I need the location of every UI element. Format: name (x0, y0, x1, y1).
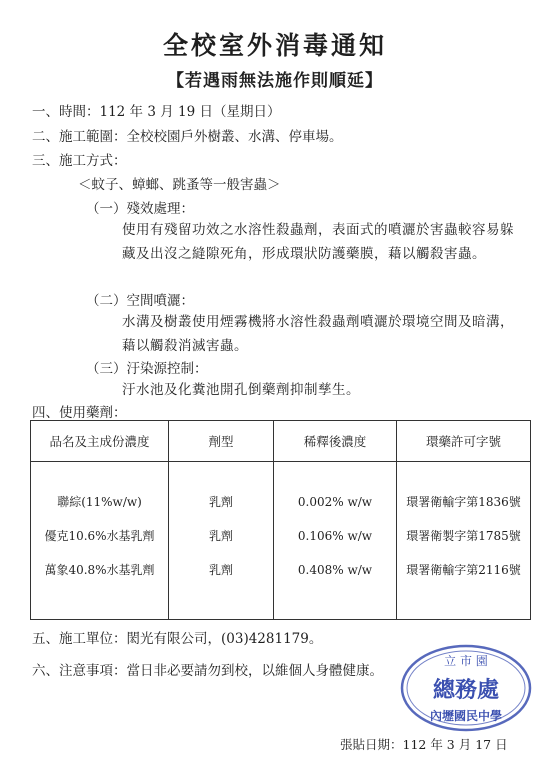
pest-list: ＜蚊子、蟑螂、跳蚤等一般害蟲＞ (78, 177, 281, 193)
scope-value: 全校校園戶外樹叢、水溝、停車場。 (126, 129, 343, 145)
license-column (397, 462, 531, 610)
drug-table (30, 420, 531, 620)
header-form: 劑型 (169, 421, 274, 462)
office-seal-stamp (396, 640, 536, 736)
method-label: 三、施工方式： (32, 153, 127, 169)
sub1-text: 使用有殘留功效之水溶性殺蟲劑，表面式的噴灑於害蟲較容易躲藏及出沒之縫隙死角，形成環狀防護藥膜，藉以觸殺害蟲。 (122, 222, 514, 262)
sub3-heading (86, 360, 208, 378)
header-license: 環藥許可字號 (397, 421, 531, 462)
sub2-label: （二） (86, 293, 127, 309)
sub2-title: 空間噴灑： (126, 293, 194, 309)
table-body-row (31, 462, 531, 610)
sub3-text: 汙水池及化糞池開孔倒藥劑抑制孳生。 (122, 382, 360, 398)
table-cell: 環署衛製字第1785號 (406, 528, 521, 543)
unit-label: 五、施工單位： (32, 631, 127, 647)
drugs-label: 四、使用藥劑： (32, 405, 127, 421)
time-line (32, 103, 281, 121)
table-cell: 乳劑 (208, 528, 233, 543)
table-cell: 環署衛輸字第2116號 (406, 562, 521, 577)
scope-line (32, 128, 343, 146)
scope-label: 二、施工範圍： (32, 129, 127, 145)
table-cell: 乳劑 (208, 562, 233, 577)
table-cell: 0.408% w/w (297, 562, 373, 577)
table-header-row (31, 421, 531, 462)
concentration-column (274, 462, 397, 610)
table-end-row (31, 610, 531, 620)
table-cell: 優克10.6%水基乳劑 (44, 528, 155, 543)
sub3-label: （三） (86, 361, 127, 377)
header-product: 品名及主成份濃度 (31, 421, 169, 462)
notice-line (32, 662, 383, 680)
posting-date: 張貼日期：112 年 3 月 17 日 (340, 737, 508, 752)
table-cell: 環署衛輸字第1836號 (406, 494, 521, 509)
table-cell: 乳劑 (208, 494, 233, 509)
table-cell: 0.106% w/w (297, 528, 373, 543)
sub1-title: 殘效處理： (126, 201, 194, 217)
sub2-text: 水溝及樹叢使用煙霧機將水溶性殺蟲劑噴灑於環境空間及暗溝，藉以觸殺消滅害蟲。 (122, 314, 514, 354)
table-cell: 0.002% w/w (297, 494, 373, 509)
form-column (169, 462, 274, 610)
page-title: 全校室外消毒通知 (162, 31, 387, 60)
notice-label: 六、注意事項： (32, 663, 127, 679)
product-column (31, 462, 169, 610)
header-concentration: 稀釋後濃度 (274, 421, 397, 462)
notice-value: 當日非必要請勿到校，以維個人身體健康。 (126, 663, 383, 679)
sub3-title: 汙染源控制： (126, 361, 208, 377)
sub1-heading (86, 200, 194, 218)
stamp-bottom-text: 內壢國民中學 (429, 709, 503, 723)
sub2-heading (86, 292, 194, 310)
unit-line (32, 630, 322, 648)
time-label: 一、時間： (32, 104, 100, 120)
sub1-label: （一） (86, 201, 127, 217)
table-cell: 萬象40.8%水基乳劑 (44, 562, 155, 577)
stamp-top-text: 立 市 園 (444, 654, 488, 668)
unit-value: 閎光有限公司，(03)4281179。 (126, 631, 323, 647)
table-cell: 聯綜(11%w/w) (57, 494, 142, 509)
stamp-main-text: 總務處 (432, 677, 500, 703)
time-value: 112 年 3 月 19 日（星期日） (99, 104, 281, 120)
page-subtitle: 【若遇雨無法施作則順延】 (167, 71, 383, 91)
